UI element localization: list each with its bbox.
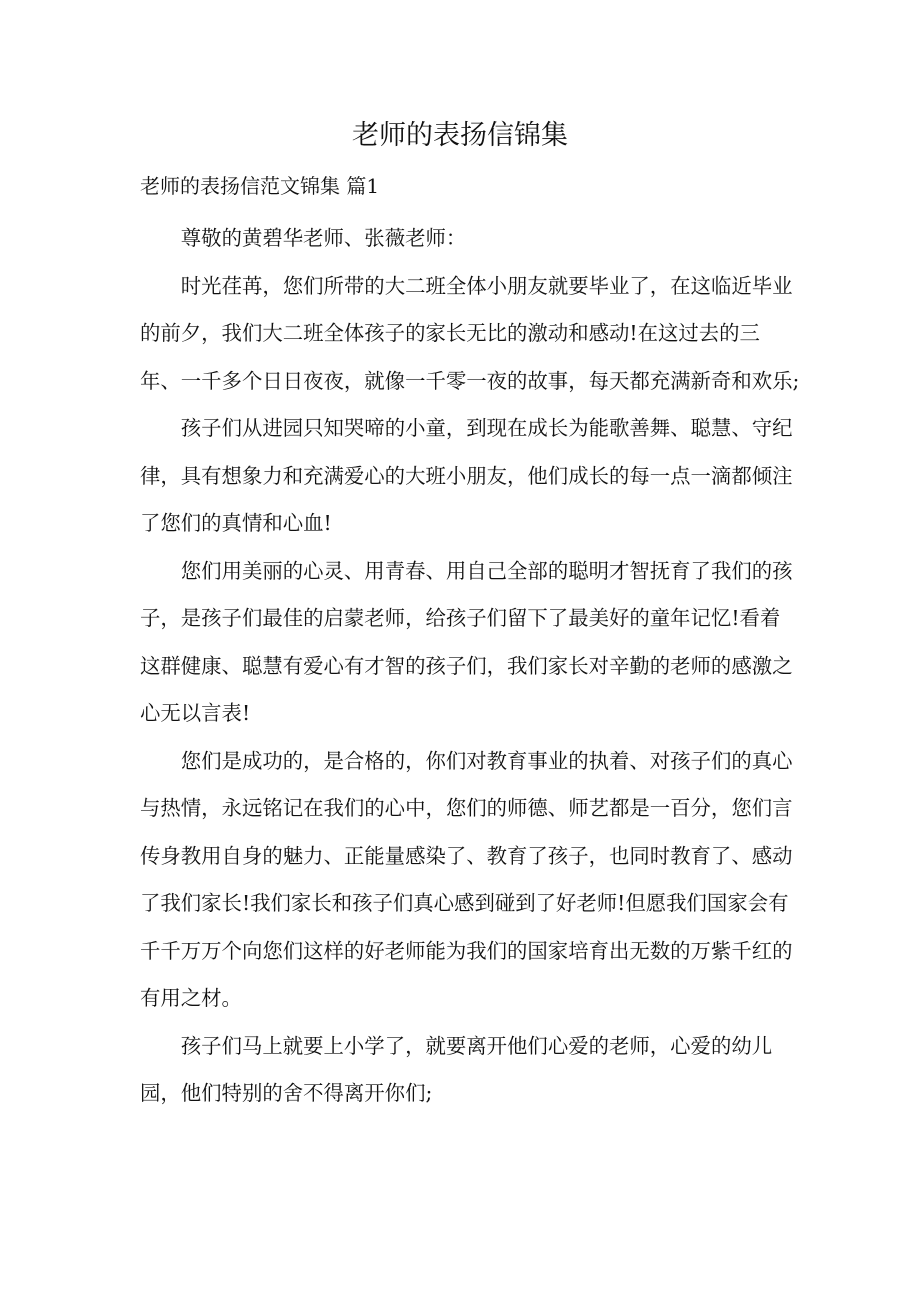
letter-body <box>140 215 800 1118</box>
section-subtitle: 老师的表扬信范文锦集 篇1 <box>140 174 380 198</box>
paragraph: 孩子们马上就要上小学了，就要离开他们心爱的老师，心爱的幼儿园，他们特别的舍不得离开你们; <box>140 1033 773 1105</box>
paragraph: 时光荏苒，您们所带的大二班全体小朋友就要毕业了，在这临近毕业的前夕，我们大二班全体孩子的家长无比的激动和感动!在这过去的三年、一千多个日日夜夜，就像一千零一夜的故事，每天都充满新奇和欢乐; <box>140 273 800 393</box>
paragraph: 您们用美丽的心灵、用青春、用自己全部的聪明才智抚育了我们的孩子，是孩子们最佳的启蒙老师，给孩子们留下了最美好的童年记忆!看着这群健康、聪慧有爱心有才智的孩子们，我们家长对辛勤的老师的感激之心无以言表! <box>140 558 793 725</box>
document-title: 老师的表扬信锦集 <box>352 120 568 151</box>
paragraph: 孩子们从进园只知哭啼的小童，到现在成长为能歌善舞、聪慧、守纪律，具有想象力和充满爱心的大班小朋友，他们成长的每一点一滴都倾注了您们的真情和心血! <box>140 416 793 535</box>
paragraph: 您们是成功的，是合格的，你们对教育事业的执着、对孩子们的真心与热情，永远铭记在我们的心中，您们的师德、师艺都是一百分，您们言传身教用自身的魅力、正能量感染了、教育了孩子，也同时教育了、感动了我们家长!我们家长和孩子们真心感到碰到了好老师!但愿我们国家会有千千万万个向您们这样的好老师能为我们的国家培育出无数的万紫千红的有用之材。 <box>140 748 793 1010</box>
letter-salutation: 尊敬的黄碧华老师、张薇老师： <box>180 226 467 250</box>
